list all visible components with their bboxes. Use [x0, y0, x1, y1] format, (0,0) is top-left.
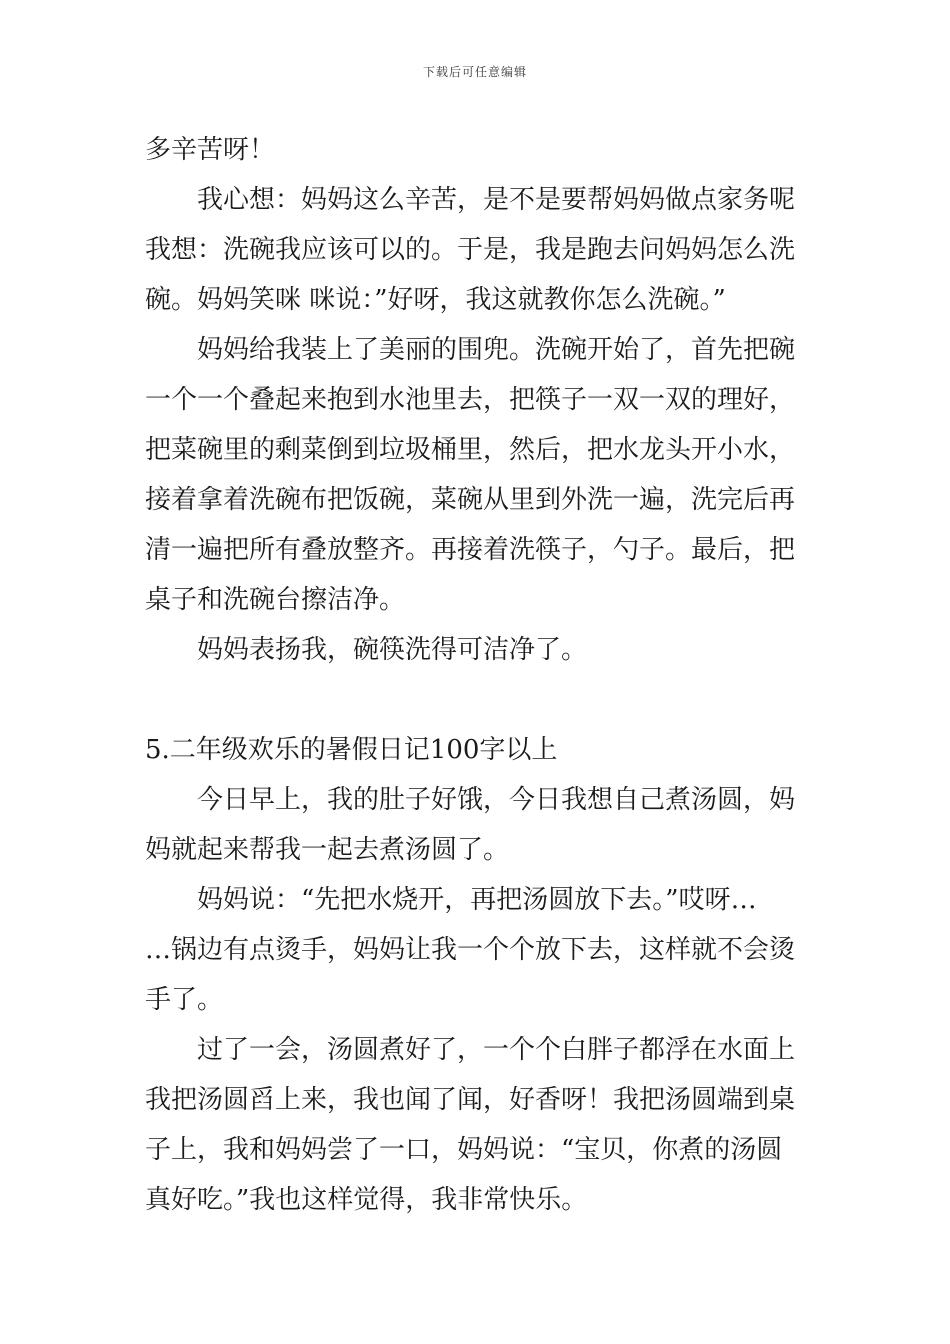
- text-line: 碗。妈妈笑咪 咪说：”好呀，我这就教你怎么洗碗。”: [145, 285, 726, 315]
- text-line: 妈妈表扬我，碗筷洗得可洁净了。: [197, 635, 588, 665]
- text-line: 我把汤圆舀上来，我也闻了闻，好香呀！我把汤圆端到桌: [145, 1085, 796, 1115]
- section-dishwashing: [145, 125, 810, 675]
- paragraph-1: [145, 125, 810, 175]
- text-line: 子上，我和妈妈尝了一口，妈妈说：“宝贝，你煮的汤圆: [145, 1135, 783, 1165]
- text-line: 我想：洗碗我应该可以的。于是，我是跑去问妈妈怎么洗: [145, 235, 796, 265]
- text-line: 接着拿着洗碗布把饭碗，菜碗从里到外洗一遍，洗完后再: [145, 485, 796, 515]
- paragraph-5: [145, 775, 810, 875]
- text-line: 妈就起来帮我一起去煮汤圆了。: [145, 835, 510, 865]
- text-line: 手了。: [145, 985, 224, 1015]
- text-line: 妈妈说：“先把水烧开，再把汤圆放下去。”哎呀…: [197, 885, 757, 915]
- text-line: 今日早上，我的肚子好饿，今日我想自己煮汤圆，妈: [197, 785, 796, 815]
- text-line: …锅边有点烫手，妈妈让我一个个放下去，这样就不会烫: [145, 935, 796, 965]
- text-line: 一个一个叠起来抱到水池里去，把筷子一双一双的理好，: [145, 385, 796, 415]
- paragraph-3: [145, 325, 810, 625]
- document-body: [145, 125, 810, 1225]
- text-line: 多辛苦呀！: [145, 135, 276, 165]
- text-line: 把菜碗里的剩菜倒到垃圾桶里，然后，把水龙头开小水，: [145, 435, 796, 465]
- text-line: 我心想：妈妈这么辛苦，是不是要帮妈妈做点家务呢: [197, 185, 796, 215]
- text-line: 清一遍把所有叠放整齐。再接着洗筷子，勺子。最后，把: [145, 535, 796, 565]
- section-diary: [145, 725, 810, 1225]
- paragraph-2: [145, 175, 810, 325]
- paragraph-6: [145, 875, 810, 1025]
- text-line: 过了一会，汤圆煮好了，一个个白胖子都浮在水面上: [197, 1035, 796, 1065]
- section-spacer: [145, 675, 810, 725]
- text-line: 妈妈给我装上了美丽的围兜。洗碗开始了，首先把碗: [197, 335, 796, 365]
- paragraph-7: [145, 1025, 810, 1225]
- page-header: 下载后可任意编辑: [422, 65, 527, 79]
- paragraph-4: [145, 625, 810, 675]
- text-line: 真好吃。”我也这样觉得，我非常快乐。: [145, 1185, 588, 1215]
- section-heading: 5.二年级欢乐的暑假日记100字以上: [145, 735, 558, 765]
- text-line: 桌子和洗碗台擦洁净。: [145, 585, 406, 615]
